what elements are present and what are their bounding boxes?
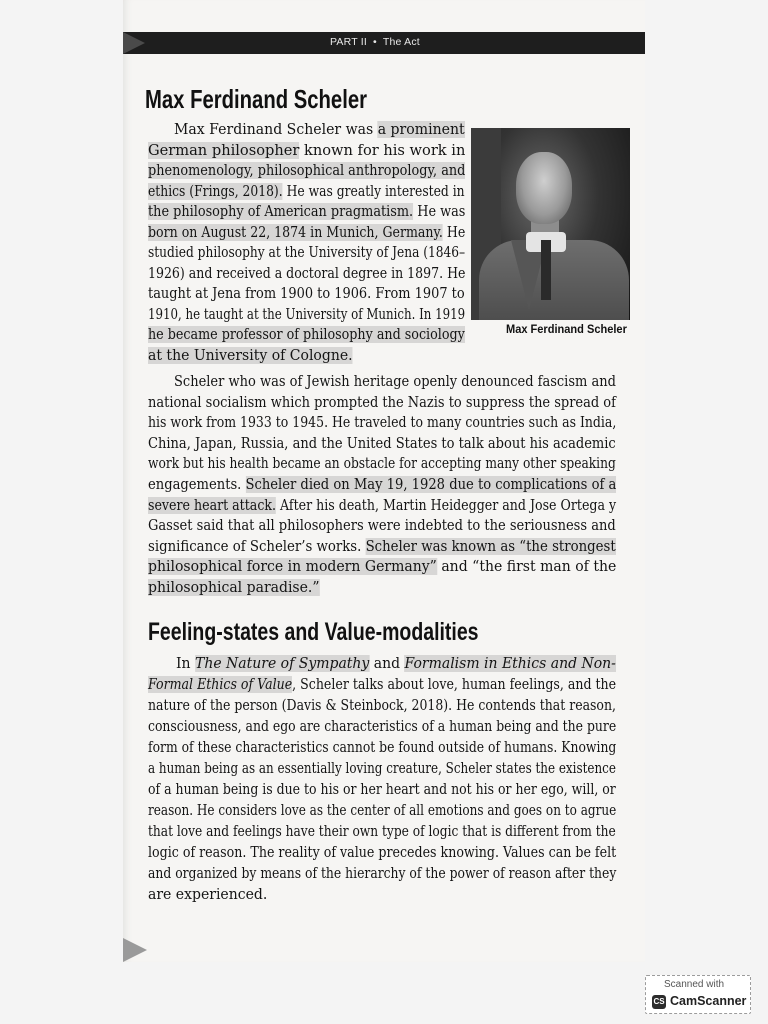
paragraph1-line: ethics (Frings, 2018). He was greatly interested in xyxy=(148,182,465,200)
paragraph2-line: philosophical paradise.” xyxy=(148,579,320,596)
paragraph1-line: he became professor of philosophy and sociology xyxy=(148,326,465,343)
paragraph3.lines-line: are experienced. xyxy=(148,886,268,903)
paragraph3.lines-line: a human being as an essentially loving creature, Scheler states the existence xyxy=(148,760,616,777)
paragraph2-line: Scheler who was of Jewish heritage openly denounced fascism and xyxy=(174,373,616,390)
scanned-with-text: Scanned with xyxy=(664,979,725,990)
paragraph1-line: taught at Jena from 1900 to 1906. From 1907 to xyxy=(148,285,465,302)
paragraph2-line: severe heart attack. After his death, Martin Heidegger and Jose Ortega y xyxy=(148,496,617,514)
paragraph3.lines-line: logic of reason. The reality of value precedes knowing. Values can be felt xyxy=(148,844,617,861)
paragraph3-line-2: Formal Ethics of Value, Scheler talks about love, human feelings, and the xyxy=(148,676,617,693)
paragraph1-line: born on August 22, 1874 in Munich, Germany. He xyxy=(148,223,466,241)
paragraph2-line: significance of Scheler’s works. Scheler was known as “the strongest xyxy=(148,537,616,555)
page-corner-arrow xyxy=(123,938,147,962)
portrait-photo xyxy=(471,128,630,320)
header-section: The Act xyxy=(382,36,420,48)
paragraph1-line: Max Ferdinand Scheler was a prominent xyxy=(174,121,465,138)
paragraph3.lines-line: of a human being is due to his or her heart and not his or her ego, will, or xyxy=(148,781,616,798)
paragraph1-line: phenomenology, philosophical anthropology, and xyxy=(148,162,466,179)
paragraph2-line: his work from 1933 to 1945. He traveled to many countries such as India, xyxy=(148,414,617,432)
running-header xyxy=(330,36,530,52)
header-part: PART II xyxy=(330,36,367,48)
photo-caption: Max Ferdinand Scheler xyxy=(506,322,627,336)
paragraph3.lines-line: reason. He considers love as the center of all emotions and goes on to agrue xyxy=(148,802,617,819)
paragraph2-line: China, Japan, Russia, and the United States to talk about his academic xyxy=(148,434,616,452)
section-title-feeling-states: Feeling-states and Value-modalities xyxy=(148,618,479,646)
paragraph3.lines-line: that love and feelings have their own type of logic that is different from the xyxy=(148,823,616,840)
camscanner-brand: CamScanner xyxy=(670,994,747,1008)
paragraph3.lines-line: and organized by means of the hierarchy of the power of reason after they xyxy=(148,865,617,882)
paragraph2-line: national socialism which prompted the Nazis to suppress the spread of xyxy=(148,393,616,411)
paragraph1-line: studied philosophy at the University of Jena (1846– xyxy=(148,244,466,261)
paragraph1-line: at the University of Cologne. xyxy=(148,346,353,364)
header-arrow-decoration xyxy=(123,32,145,54)
paragraph1-line: 1910, he taught at the University of Munich. In 1919 xyxy=(148,305,466,323)
book-title-formalism-cont: Formal Ethics of Value xyxy=(148,676,293,693)
book-title-formalism: Formalism in Ethics and Non- xyxy=(404,655,616,672)
paragraph3.lines-line: nature of the person (Davis & Steinbock, 2018). He contends that reason, xyxy=(148,697,616,714)
header-separator: • xyxy=(373,36,377,48)
camscanner-logo-icon: CS xyxy=(652,995,666,1009)
section-title-scheler: Max Ferdinand Scheler xyxy=(145,84,368,114)
paragraph3-line-1: In The Nature of Sympathy and Formalism in Ethics and Non- xyxy=(176,655,616,672)
paragraph2-line: work but his health became an obstacle for accepting many other speaking xyxy=(148,455,616,473)
paragraph3.lines-line: form of these characteristics cannot be found outside of humans. Knowing xyxy=(148,739,617,756)
paragraph1-line: German philosopher known for his work in xyxy=(148,141,466,159)
paragraph1-line: 1926) and received a doctoral degree in 1897. He xyxy=(148,264,466,282)
paragraph2-line: philosophical force in modern Germany” and “the first man of the xyxy=(148,558,617,576)
paragraph2-line: Gasset said that all philosophers were indebted to the seriousness and xyxy=(148,517,616,535)
camscanner-watermark xyxy=(645,975,751,1014)
book-title-sympathy: The Nature of Sympathy xyxy=(194,655,370,672)
paragraph3.lines-line: consciousness, and ego are characteristics of a human being and the pure xyxy=(148,718,617,735)
paragraph1-line: the philosophy of American pragmatism. He was xyxy=(148,203,466,220)
paragraph2-line: engagements. Scheler died on May 19, 1928 due to complications of a xyxy=(148,476,617,493)
